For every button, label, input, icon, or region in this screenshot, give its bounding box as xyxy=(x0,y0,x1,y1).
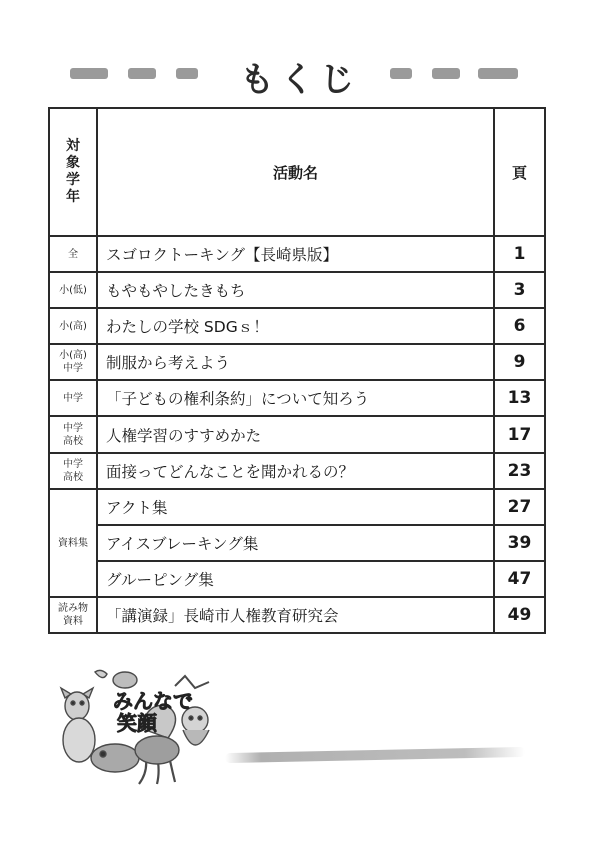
grade-cell: 小(低) xyxy=(49,272,97,308)
header-row xyxy=(49,108,545,236)
table-row xyxy=(49,380,545,416)
page-number: 23 xyxy=(494,453,545,489)
grade-header: 対象学年 xyxy=(49,108,97,236)
table-row xyxy=(49,525,545,561)
cartoon-animals-logo-illustration xyxy=(55,668,225,786)
title-dash xyxy=(70,68,108,79)
table-row xyxy=(49,597,545,633)
grade-cell: 資料集 xyxy=(49,489,97,597)
table-row xyxy=(49,561,545,597)
title-dash xyxy=(176,68,198,79)
title-banner xyxy=(0,52,600,100)
toc-table xyxy=(48,107,546,634)
grade-cell: 中学 高校 xyxy=(49,416,97,453)
activity-header: 活動名 xyxy=(97,108,494,236)
page-title: もくじ xyxy=(240,60,360,100)
table-row xyxy=(49,453,545,489)
activity-link[interactable]: わたしの学校 SDGｓ！ xyxy=(97,308,494,344)
page-number: 27 xyxy=(494,489,545,525)
illustration-lettering: みんなで xyxy=(113,689,193,713)
page-number: 13 xyxy=(494,380,545,416)
page-number: 39 xyxy=(494,525,545,561)
table-row xyxy=(49,272,545,308)
table-row xyxy=(49,308,545,344)
page-number: 3 xyxy=(494,272,545,308)
table-row xyxy=(49,236,545,272)
activity-link[interactable]: もやもやしたきもち xyxy=(97,272,494,308)
page-number: 17 xyxy=(494,416,545,453)
activity-link[interactable]: アクト集 xyxy=(97,489,494,525)
page-number: 9 xyxy=(494,344,545,380)
title-dash xyxy=(478,68,518,79)
title-dash xyxy=(432,68,460,79)
table-row xyxy=(49,416,545,453)
activity-link[interactable]: 「子どもの権利条約」について知ろう xyxy=(97,380,494,416)
decorative-swoosh xyxy=(225,747,525,763)
table-row xyxy=(49,344,545,380)
activity-link[interactable]: 制服から考えよう xyxy=(97,344,494,380)
page-number: 47 xyxy=(494,561,545,597)
table-row xyxy=(49,489,545,525)
activity-link[interactable]: グルーピング集 xyxy=(97,561,494,597)
page-number: 49 xyxy=(494,597,545,633)
activity-link[interactable]: 面接ってどんなことを聞かれるの？ xyxy=(97,453,494,489)
activity-link[interactable]: 人権学習のすすめかた xyxy=(97,416,494,453)
page-header: 頁 xyxy=(494,108,545,236)
grade-cell: 小(高) 中学 xyxy=(49,344,97,380)
illustration-lettering: 笑顔 xyxy=(117,711,157,735)
grade-cell: 中学 高校 xyxy=(49,453,97,489)
grade-cell: 全 xyxy=(49,236,97,272)
page-number: 1 xyxy=(494,236,545,272)
activity-link[interactable]: スゴロクトーキング【長崎県版】 xyxy=(97,236,494,272)
title-dash xyxy=(390,68,412,79)
activity-link[interactable]: 「講演録」長崎市人権教育研究会 xyxy=(97,597,494,633)
grade-cell: 読み物 資料 xyxy=(49,597,97,633)
title-dash xyxy=(128,68,156,79)
activity-link[interactable]: アイスブレーキング集 xyxy=(97,525,494,561)
grade-cell: 小(高) xyxy=(49,308,97,344)
page-number: 6 xyxy=(494,308,545,344)
grade-cell: 中学 xyxy=(49,380,97,416)
